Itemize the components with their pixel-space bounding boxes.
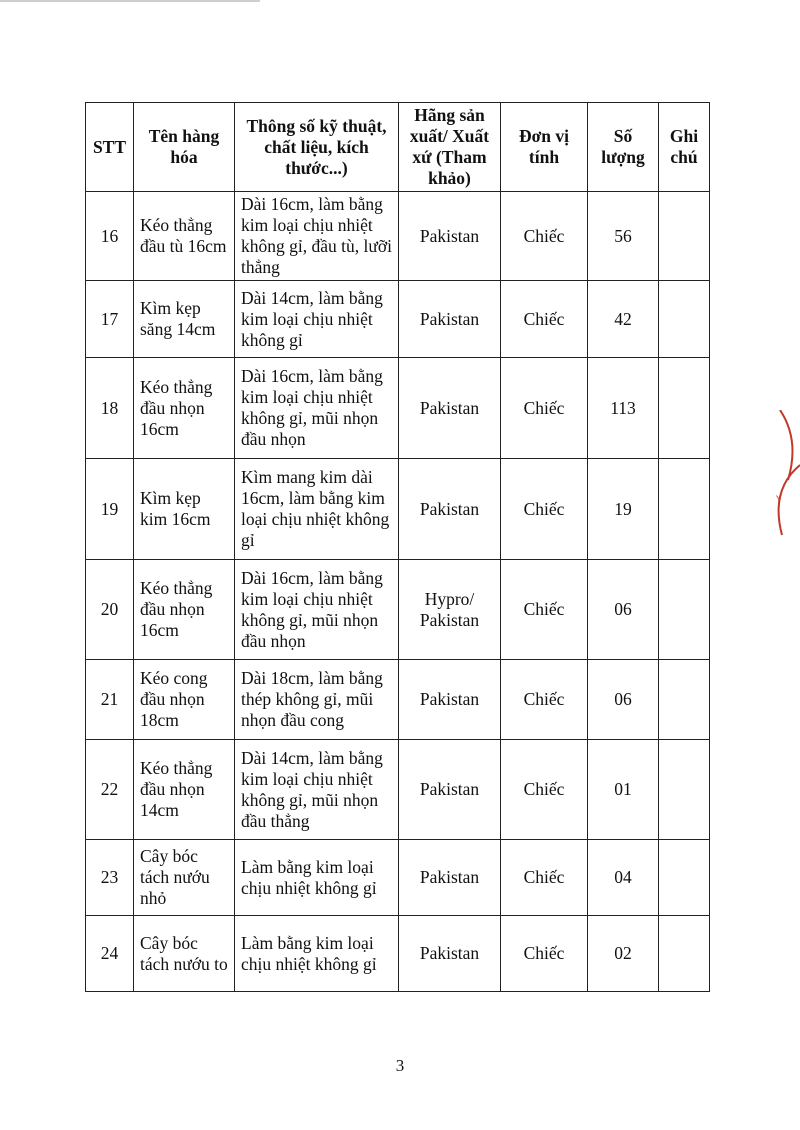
cell-qty: 01 [588,740,659,840]
cell-spec: Dài 16cm, làm bằng kim loại chịu nhiệt không gỉ, mũi nhọn đầu nhọn [235,358,399,459]
cell-origin: Pakistan [399,916,501,992]
cell-spec: Dài 14cm, làm bằng kim loại chịu nhiệt không gỉ, mũi nhọn đầu thẳng [235,740,399,840]
table-row [86,560,710,660]
cell-spec: Kìm mang kim dài 16cm, làm bằng kim loại chịu nhiệt không gỉ [235,459,399,560]
cell-origin: Pakistan [399,840,501,916]
cell-unit: Chiếc [501,916,588,992]
cell-name: Cây bóc tách nướu nhỏ [134,840,235,916]
cell-note [659,192,710,281]
cell-origin: Pakistan [399,459,501,560]
cell-qty: 113 [588,358,659,459]
cell-qty: 02 [588,916,659,992]
cell-qty: 56 [588,192,659,281]
cell-qty: 42 [588,281,659,358]
cell-note [659,740,710,840]
cell-origin: Pakistan [399,192,501,281]
cell-origin: Hypro/ Pakistan [399,560,501,660]
header-origin: Hãng sản xuất/ Xuất xứ (Tham khảo) [399,103,501,192]
cell-name: Kéo thẳng đầu nhọn 16cm [134,560,235,660]
table-header-row [86,103,710,192]
cell-note [659,560,710,660]
seal-arc-outer [780,410,793,480]
table-row [86,660,710,740]
cell-origin: Pakistan [399,281,501,358]
cell-unit: Chiếc [501,840,588,916]
cell-note [659,281,710,358]
cell-unit: Chiếc [501,459,588,560]
cell-qty: 06 [588,660,659,740]
cell-spec: Dài 16cm, làm bằng kim loại chịu nhiệt không gỉ, đầu tù, lưỡi thẳng [235,192,399,281]
cell-stt: 21 [86,660,134,740]
table-row [86,281,710,358]
cell-spec: Dài 14cm, làm bằng kim loại chịu nhiệt không gỉ [235,281,399,358]
cell-unit: Chiếc [501,560,588,660]
cell-note [659,916,710,992]
cell-note [659,660,710,740]
table-row [86,916,710,992]
cell-stt: 18 [86,358,134,459]
cell-unit: Chiếc [501,281,588,358]
cell-stt: 23 [86,840,134,916]
cell-spec: Làm bằng kim loại chịu nhiệt không gỉ [235,840,399,916]
cell-note [659,358,710,459]
cell-note [659,459,710,560]
cell-name: Kéo thẳng đầu tù 16cm [134,192,235,281]
cell-name: Kéo thẳng đầu nhọn 14cm [134,740,235,840]
cell-origin: Pakistan [399,740,501,840]
cell-name: Kéo thẳng đầu nhọn 16cm [134,358,235,459]
cell-qty: 04 [588,840,659,916]
cell-stt: 22 [86,740,134,840]
table-row [86,358,710,459]
header-stt: STT [86,103,134,192]
header-spec: Thông số kỹ thuật, chất liệu, kích thước...) [235,103,399,192]
table-row [86,192,710,281]
table-row [86,740,710,840]
cell-stt: 19 [86,459,134,560]
cell-stt: 17 [86,281,134,358]
cell-stt: 24 [86,916,134,992]
cell-qty: 19 [588,459,659,560]
page-number: 3 [395,1056,405,1075]
table-row [86,840,710,916]
header-note: Ghi chú [659,103,710,192]
cell-name: Kéo cong đầu nhọn 18cm [134,660,235,740]
cell-unit: Chiếc [501,192,588,281]
red-seal-stamp [760,410,800,560]
cell-note [659,840,710,916]
header-qty: Số lượng [588,103,659,192]
cell-qty: 06 [588,560,659,660]
header-name: Tên hàng hóa [134,103,235,192]
cell-unit: Chiếc [501,358,588,459]
cell-origin: Pakistan [399,660,501,740]
table-row [86,459,710,560]
cell-spec: Làm bằng kim loại chịu nhiệt không gỉ [235,916,399,992]
cell-spec: Dài 16cm, làm bằng kim loại chịu nhiệt không gỉ, mũi nhọn đầu nhọn [235,560,399,660]
cell-origin: Pakistan [399,358,501,459]
cell-unit: Chiếc [501,740,588,840]
cell-spec: Dài 18cm, làm bằng thép không gỉ, mũi nhọn đầu cong [235,660,399,740]
goods-table [85,102,710,992]
cell-name: Kìm kẹp săng 14cm [134,281,235,358]
seal-fragment-glyph: Y [776,495,782,505]
scan-edge-line [0,0,260,2]
cell-stt: 20 [86,560,134,660]
cell-name: Cây bóc tách nướu to [134,916,235,992]
seal-arc-inner [779,465,800,535]
cell-stt: 16 [86,192,134,281]
cell-unit: Chiếc [501,660,588,740]
cell-name: Kìm kẹp kim 16cm [134,459,235,560]
header-unit: Đơn vị tính [501,103,588,192]
